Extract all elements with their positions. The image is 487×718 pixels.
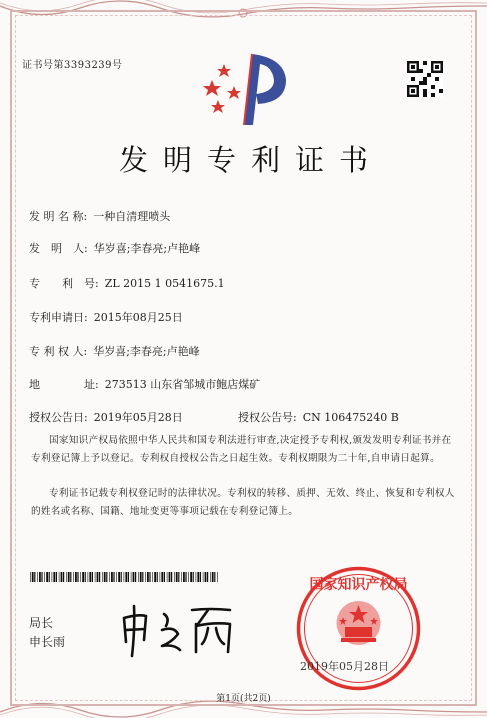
grant-date-row (29, 409, 183, 425)
page-number: 第1页(共2页) (216, 694, 271, 704)
invention-name-row (29, 208, 170, 224)
grant-number: CN 106475240 B (302, 411, 399, 424)
filing-date-label: 专利申请日: (29, 311, 88, 324)
patentee-row (29, 343, 200, 359)
seal-text: 国家知识产权局 (309, 577, 408, 593)
patent-office-logo (202, 50, 292, 128)
certificate-number: 证书号第3393239号 (22, 60, 123, 71)
filing-date: 2015年08月25日 (93, 311, 183, 324)
grant-number-label: 授权公告号: (238, 411, 297, 424)
inventors: 华岁喜;李春亮;卢艳峰 (93, 242, 201, 255)
director-signature (118, 600, 240, 658)
document-title: 发明专利证书 (118, 143, 383, 177)
filing-date-row (29, 309, 183, 325)
grant-date-label: 授权公告日: (29, 411, 88, 424)
inventor-label: 发 明 人: (29, 242, 88, 255)
address-row (29, 376, 260, 392)
legal-paragraph-2: 专利证书记载专利权登记时的法律状况。专利权的转移、质押、无效、终止、恢复和专利权人的姓名或名称、国籍、地址变更等事项记载在专利登记簿上。 (31, 488, 455, 517)
barcode (30, 572, 218, 582)
grant-number-row (238, 409, 399, 425)
patentee: 华岁喜;李春亮;卢艳峰 (93, 345, 200, 358)
patent-number-row (29, 275, 225, 291)
qr-code (407, 61, 443, 97)
address-label: 地 址: (29, 378, 99, 391)
invention-name-label: 发 明 名 称: (29, 210, 88, 223)
patentee-label: 专 利 权 人: (29, 345, 88, 358)
address: 273513 山东省邹城市鲍店煤矿 (104, 378, 261, 391)
inventor-row (29, 240, 200, 256)
seal-date: 2019年05月28日 (300, 660, 389, 673)
director-title: 局长 (29, 616, 54, 630)
director-name: 申长雨 (29, 635, 66, 649)
national-emblem (337, 601, 381, 645)
patent-number: ZL 2015 1 0541675.1 (104, 277, 225, 290)
legal-paragraph-1: 国家知识产权局依照中华人民共和国专利法进行审查,决定授予专利权,颁发发明专利证书并在专利登记簿上予以登记。专利权自授权公告之日起生效。专利权期限为二十年,自申请日起算。 (31, 435, 452, 464)
grant-date: 2019年05月28日 (93, 411, 183, 424)
invention-name: 一种自清理喷头 (93, 210, 171, 223)
patent-number-label: 专 利 号: (29, 277, 99, 290)
